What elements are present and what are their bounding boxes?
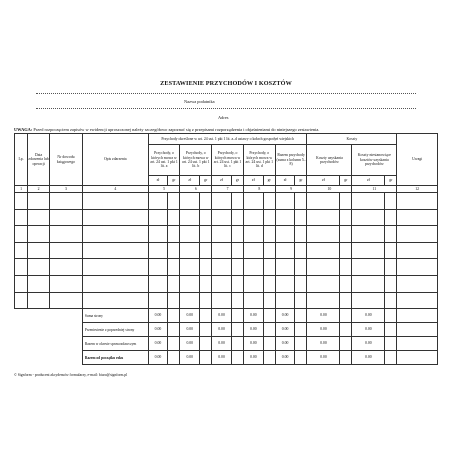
entry-cell[interactable] (15, 242, 28, 259)
column-number: 4 (82, 186, 148, 193)
entry-row (15, 242, 438, 259)
entry-cell[interactable] (243, 242, 263, 259)
entry-cell[interactable] (243, 193, 263, 210)
entry-row (15, 193, 438, 210)
summary-row (15, 309, 438, 323)
entry-cell[interactable] (340, 275, 352, 292)
entry-cell[interactable] (275, 209, 295, 226)
entry-cell[interactable] (397, 209, 438, 226)
entry-cell[interactable] (385, 209, 397, 226)
zl-label: zł (307, 176, 340, 186)
entry-cell[interactable] (148, 209, 168, 226)
summary-value[interactable]: 0.00 (275, 337, 295, 351)
footer-note: © Signform - producent akcydensów formularzy, e-mail: biuro@signform.pl (14, 373, 128, 377)
entry-cell[interactable] (340, 259, 352, 276)
entry-cell[interactable] (340, 242, 352, 259)
income-group-header: Przychody określone w art. 24 ust. 1 pkt 1 lit. a–d ustawy o kołach gospodyń wiejskich (148, 134, 307, 145)
entry-cell[interactable] (200, 275, 212, 292)
column-number: 2 (28, 186, 50, 193)
entry-cell[interactable] (82, 292, 148, 309)
entry-cell[interactable] (82, 275, 148, 292)
entry-cell[interactable] (275, 292, 295, 309)
entry-cell[interactable] (295, 193, 307, 210)
entry-cell[interactable] (212, 275, 232, 292)
entry-cell[interactable] (82, 259, 148, 276)
entry-cell[interactable] (295, 292, 307, 309)
entry-cell[interactable] (15, 275, 28, 292)
entry-cell[interactable] (275, 275, 295, 292)
summary-value[interactable]: 0.00 (352, 309, 385, 323)
entry-cell[interactable] (168, 259, 180, 276)
entry-cell[interactable] (275, 242, 295, 259)
summary-label: Razem od początku roku (82, 351, 148, 365)
entry-rows (15, 193, 438, 309)
entry-cell[interactable] (50, 292, 83, 309)
column-number: 9 (275, 186, 307, 193)
entry-cell[interactable] (148, 242, 168, 259)
entry-cell[interactable] (397, 226, 438, 243)
entry-cell[interactable] (385, 275, 397, 292)
entry-cell[interactable] (307, 259, 340, 276)
summary-rows (15, 309, 438, 365)
entry-row (15, 275, 438, 292)
column-number: 7 (212, 186, 244, 193)
entry-cell[interactable] (352, 242, 385, 259)
entry-cell[interactable] (307, 209, 340, 226)
gr-label: gr (385, 176, 397, 186)
entry-cell[interactable] (231, 226, 243, 243)
entry-cell[interactable] (200, 193, 212, 210)
entry-cell[interactable] (148, 259, 168, 276)
entry-cell[interactable] (340, 226, 352, 243)
summary-value[interactable]: 0.00 (180, 351, 200, 365)
summary-value[interactable]: 0.00 (275, 351, 295, 365)
entry-cell[interactable] (28, 226, 50, 243)
summary-gr-cell[interactable] (340, 309, 352, 323)
entry-cell[interactable] (28, 209, 50, 226)
col-cost-obtaining-header: Koszty uzyskania przychodów (307, 145, 352, 176)
address-label: Adres (218, 115, 229, 120)
entry-cell[interactable] (231, 259, 243, 276)
entry-cell[interactable] (168, 226, 180, 243)
summary-blank (15, 337, 83, 351)
summary-value[interactable]: 0.00 (307, 351, 340, 365)
entry-cell[interactable] (200, 259, 212, 276)
summary-gr-cell[interactable] (385, 337, 397, 351)
entry-cell[interactable] (263, 226, 275, 243)
summary-value[interactable]: 0.00 (148, 351, 168, 365)
summary-value[interactable]: 0.00 (212, 337, 232, 351)
entry-cell[interactable] (168, 275, 180, 292)
entry-cell[interactable] (15, 226, 28, 243)
entry-cell[interactable] (212, 209, 232, 226)
warning-text: Przed rozpoczęciem zapisów w ewidencji uproszczonej należy szczegółowo zapoznać się z przepisami rozporządzenia i objaśnieniami do niniejszego zestawienia. (32, 127, 320, 132)
entry-cell[interactable] (397, 193, 438, 210)
form-title: ZESTAWIENIE PRZYCHODÓW I KOSZTÓW (160, 80, 292, 87)
col-remarks-header: Uwagi (397, 134, 438, 186)
summary-blank (15, 323, 83, 337)
entry-cell[interactable] (28, 259, 50, 276)
entry-cell[interactable] (231, 292, 243, 309)
summary-value[interactable]: 0.00 (307, 323, 340, 337)
entry-cell[interactable] (231, 275, 243, 292)
entry-cell[interactable] (385, 242, 397, 259)
entry-cell[interactable] (15, 193, 28, 210)
summary-gr-cell[interactable] (295, 309, 307, 323)
entry-cell[interactable] (50, 193, 83, 210)
entry-cell[interactable] (275, 193, 295, 210)
summary-gr-cell[interactable] (168, 337, 180, 351)
entry-cell[interactable] (200, 242, 212, 259)
col-income-c-header: Przychody, o których mowa w art. 24 ust. 1 pkt 1 lit. c (212, 145, 244, 176)
entry-cell[interactable] (307, 292, 340, 309)
summary-blank (15, 351, 83, 365)
summary-gr-cell[interactable] (295, 323, 307, 337)
summary-gr-cell[interactable] (295, 351, 307, 365)
entry-row (15, 226, 438, 243)
warning-note (14, 127, 438, 132)
entry-cell[interactable] (168, 292, 180, 309)
entry-cell[interactable] (82, 209, 148, 226)
entry-cell[interactable] (243, 292, 263, 309)
entry-cell[interactable] (212, 292, 232, 309)
entry-cell[interactable] (180, 193, 200, 210)
summary-blank (15, 309, 83, 323)
summary-remarks-cell[interactable] (397, 351, 438, 365)
summary-value[interactable]: 0.00 (148, 337, 168, 351)
summary-value[interactable]: 0.00 (352, 337, 385, 351)
income-cost-table (14, 133, 438, 365)
entry-cell[interactable] (168, 209, 180, 226)
entry-cell[interactable] (200, 292, 212, 309)
entry-cell[interactable] (243, 275, 263, 292)
entry-cell[interactable] (50, 209, 83, 226)
entry-cell[interactable] (231, 242, 243, 259)
summary-gr-cell[interactable] (200, 309, 212, 323)
entry-cell[interactable] (231, 209, 243, 226)
costs-group-header: Koszty (307, 134, 397, 145)
zl-label: zł (275, 176, 295, 186)
entry-cell[interactable] (352, 226, 385, 243)
column-number: 12 (397, 186, 438, 193)
summary-value[interactable]: 0.00 (180, 337, 200, 351)
summary-value[interactable]: 0.00 (275, 309, 295, 323)
summary-remarks-cell[interactable] (397, 309, 438, 323)
summary-gr-cell[interactable] (168, 351, 180, 365)
gr-label: gr (200, 176, 212, 186)
taxpayer-name-label: Nazwa podatnika (184, 99, 215, 104)
summary-row (15, 337, 438, 351)
entry-cell[interactable] (168, 242, 180, 259)
entry-cell[interactable] (385, 259, 397, 276)
entry-cell[interactable] (307, 242, 340, 259)
warning-label: UWAGA: (14, 127, 33, 132)
entry-cell[interactable] (50, 275, 83, 292)
entry-cell[interactable] (180, 226, 200, 243)
summary-gr-cell[interactable] (340, 337, 352, 351)
summary-value[interactable]: 0.00 (148, 309, 168, 323)
entry-cell[interactable] (82, 226, 148, 243)
entry-cell[interactable] (307, 193, 340, 210)
summary-gr-cell[interactable] (385, 323, 397, 337)
summary-value[interactable]: 0.00 (148, 323, 168, 337)
zl-label: zł (352, 176, 385, 186)
summary-label: Razem w okresie sprawozdawczym (82, 337, 148, 351)
entry-cell[interactable] (295, 259, 307, 276)
entry-cell[interactable] (307, 275, 340, 292)
entry-cell[interactable] (340, 193, 352, 210)
zl-label: zł (243, 176, 263, 186)
summary-gr-cell[interactable] (340, 351, 352, 365)
summary-value[interactable]: 0.00 (307, 337, 340, 351)
summary-row (15, 351, 438, 365)
entry-cell[interactable] (275, 226, 295, 243)
summary-gr-cell[interactable] (231, 337, 243, 351)
summary-value[interactable]: 0.00 (180, 309, 200, 323)
entry-cell[interactable] (180, 259, 200, 276)
entry-cell[interactable] (352, 259, 385, 276)
entry-row (15, 292, 438, 309)
entry-cell[interactable] (385, 193, 397, 210)
entry-cell[interactable] (385, 292, 397, 309)
col-proof-header: Nr dowodu księgowego (50, 134, 83, 186)
entry-cell[interactable] (200, 209, 212, 226)
header-row-1 (15, 134, 438, 145)
summary-value[interactable]: 0.00 (212, 351, 232, 365)
entry-cell[interactable] (275, 259, 295, 276)
gr-label: gr (295, 176, 307, 186)
column-number: 11 (352, 186, 397, 193)
entry-cell[interactable] (263, 292, 275, 309)
entry-cell[interactable] (82, 242, 148, 259)
address-line[interactable] (36, 108, 416, 109)
entry-cell[interactable] (263, 193, 275, 210)
entry-cell[interactable] (28, 242, 50, 259)
entry-cell[interactable] (168, 193, 180, 210)
entry-cell[interactable] (180, 209, 200, 226)
summary-value[interactable]: 0.00 (307, 309, 340, 323)
summary-value[interactable]: 0.00 (243, 309, 263, 323)
entry-cell[interactable] (28, 193, 50, 210)
entry-cell[interactable] (50, 226, 83, 243)
col-lp-header: Lp. (15, 134, 28, 186)
col-income-a-header: Przychody, o których mowa w art. 24 ust. 1 pkt 1 lit. a (148, 145, 180, 176)
entry-cell[interactable] (15, 259, 28, 276)
summary-value[interactable]: 0.00 (275, 323, 295, 337)
col-income-b-header: Przychody, o których mowa w art. 24 ust. 1 pkt 1 lit. b (180, 145, 212, 176)
entry-cell[interactable] (397, 292, 438, 309)
entry-cell[interactable] (28, 292, 50, 309)
summary-gr-cell[interactable] (385, 351, 397, 365)
summary-value[interactable]: 0.00 (212, 309, 232, 323)
summary-label: Suma strony (82, 309, 148, 323)
entry-cell[interactable] (295, 242, 307, 259)
col-cost-nonobtaining-header: Koszty niestanowiące kosztów uzyskania przychodów (352, 145, 397, 176)
summary-gr-cell[interactable] (231, 323, 243, 337)
entry-cell[interactable] (200, 226, 212, 243)
entry-cell[interactable] (180, 292, 200, 309)
summary-gr-cell[interactable] (263, 309, 275, 323)
summary-gr-cell[interactable] (263, 323, 275, 337)
gr-label: gr (231, 176, 243, 186)
entry-cell[interactable] (180, 275, 200, 292)
entry-cell[interactable] (352, 275, 385, 292)
summary-gr-cell[interactable] (200, 351, 212, 365)
summary-remarks-cell[interactable] (397, 323, 438, 337)
summary-label: Przeniesienie z poprzedniej strony (82, 323, 148, 337)
entry-cell[interactable] (243, 259, 263, 276)
entry-cell[interactable] (212, 193, 232, 210)
column-number-row (15, 186, 438, 193)
column-number: 8 (243, 186, 275, 193)
entry-cell[interactable] (295, 209, 307, 226)
col-date-header: Data zdarzenia lub operacji (28, 134, 50, 186)
entry-cell[interactable] (295, 226, 307, 243)
summary-gr-cell[interactable] (385, 309, 397, 323)
entry-cell[interactable] (307, 226, 340, 243)
entry-cell[interactable] (243, 209, 263, 226)
summary-value[interactable]: 0.00 (352, 351, 385, 365)
entry-cell[interactable] (352, 209, 385, 226)
column-number: 6 (180, 186, 212, 193)
summary-gr-cell[interactable] (200, 323, 212, 337)
summary-gr-cell[interactable] (295, 337, 307, 351)
entry-cell[interactable] (352, 292, 385, 309)
column-number: 3 (50, 186, 83, 193)
entry-row (15, 259, 438, 276)
entry-row (15, 209, 438, 226)
summary-gr-cell[interactable] (231, 309, 243, 323)
summary-value[interactable]: 0.00 (243, 323, 263, 337)
column-number: 10 (307, 186, 352, 193)
entry-cell[interactable] (340, 292, 352, 309)
entry-cell[interactable] (50, 242, 83, 259)
summary-value[interactable]: 0.00 (352, 323, 385, 337)
column-number: 5 (148, 186, 180, 193)
zl-label: zł (148, 176, 168, 186)
entry-cell[interactable] (15, 209, 28, 226)
gr-label: gr (168, 176, 180, 186)
gr-label: gr (263, 176, 275, 186)
entry-cell[interactable] (397, 259, 438, 276)
gr-label: gr (340, 176, 352, 186)
summary-gr-cell[interactable] (231, 351, 243, 365)
col-description-header: Opis zdarzenia (82, 134, 148, 186)
summary-remarks-cell[interactable] (397, 337, 438, 351)
entry-cell[interactable] (212, 259, 232, 276)
entry-cell[interactable] (397, 242, 438, 259)
entry-cell[interactable] (180, 242, 200, 259)
entry-cell[interactable] (385, 226, 397, 243)
entry-cell[interactable] (397, 275, 438, 292)
zl-label: zł (180, 176, 200, 186)
entry-cell[interactable] (231, 193, 243, 210)
entry-cell[interactable] (148, 193, 168, 210)
entry-cell[interactable] (148, 292, 168, 309)
zl-label: zł (212, 176, 232, 186)
entry-cell[interactable] (15, 292, 28, 309)
taxpayer-name-line[interactable] (36, 93, 416, 94)
summary-value[interactable]: 0.00 (212, 323, 232, 337)
summary-gr-cell[interactable] (200, 337, 212, 351)
column-number: 1 (15, 186, 28, 193)
summary-value[interactable]: 0.00 (243, 351, 263, 365)
summary-gr-cell[interactable] (168, 323, 180, 337)
summary-row (15, 323, 438, 337)
entry-cell[interactable] (263, 242, 275, 259)
entry-cell[interactable] (148, 226, 168, 243)
col-income-d-header: Przychody, o których mowa w art. 24 ust. 1 pkt 1 lit. d (243, 145, 275, 176)
col-total-income-header: Razem przychody (suma z kolumn 5–8) (275, 145, 307, 176)
summary-value[interactable]: 0.00 (243, 337, 263, 351)
entry-cell[interactable] (28, 275, 50, 292)
entry-cell[interactable] (295, 275, 307, 292)
entry-cell[interactable] (263, 209, 275, 226)
entry-cell[interactable] (50, 259, 83, 276)
entry-cell[interactable] (212, 226, 232, 243)
entry-cell[interactable] (340, 209, 352, 226)
summary-value[interactable]: 0.00 (180, 323, 200, 337)
summary-gr-cell[interactable] (263, 337, 275, 351)
summary-gr-cell[interactable] (340, 323, 352, 337)
entry-cell[interactable] (212, 242, 232, 259)
summary-gr-cell[interactable] (263, 351, 275, 365)
summary-gr-cell[interactable] (168, 309, 180, 323)
entry-cell[interactable] (263, 259, 275, 276)
entry-cell[interactable] (148, 275, 168, 292)
entry-cell[interactable] (82, 193, 148, 210)
entry-cell[interactable] (352, 193, 385, 210)
entry-cell[interactable] (243, 226, 263, 243)
entry-cell[interactable] (263, 275, 275, 292)
